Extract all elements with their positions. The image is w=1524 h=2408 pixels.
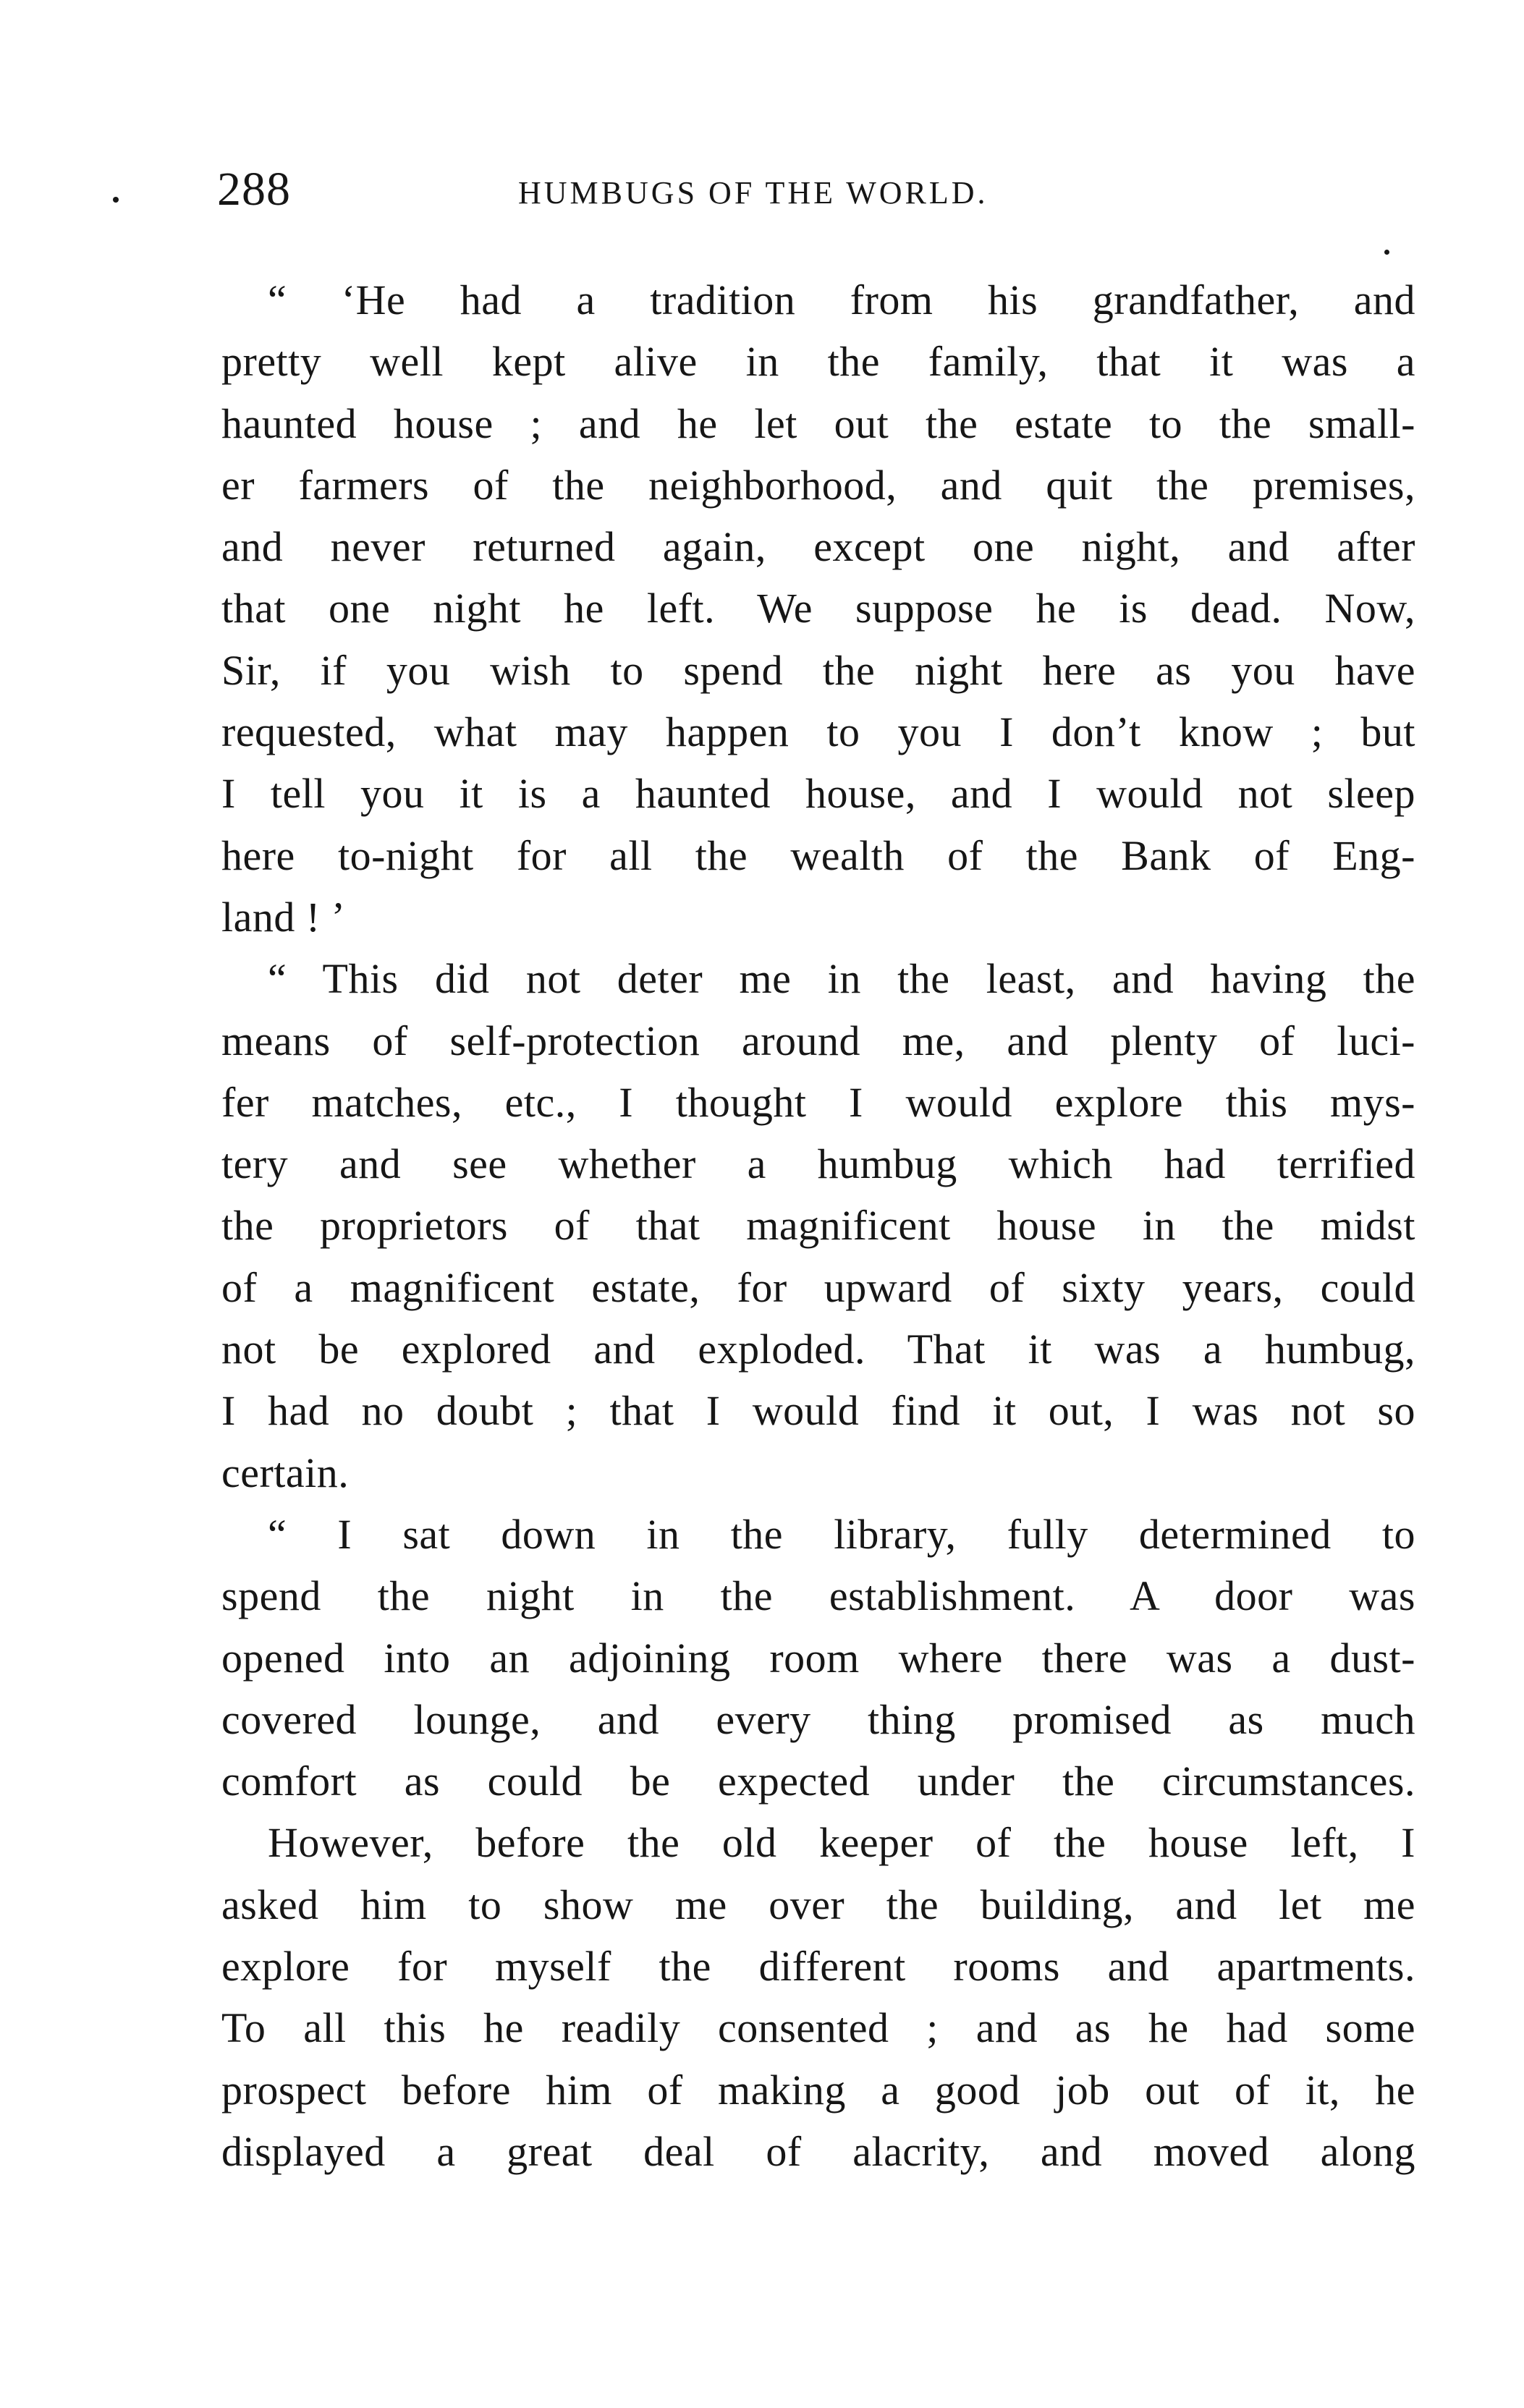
- text-line: However, before the old keeper of the house left, I: [268, 1819, 1415, 1867]
- body-text: [221, 269, 1415, 2182]
- text-line: prospect before him of making a good job out of it, he: [221, 2066, 1415, 2114]
- text-line: land ! ’: [221, 893, 346, 941]
- text-line: displayed a great deal of alacrity, and moved along: [221, 2127, 1415, 2175]
- text-line: asked him to show me over the building, and let me: [221, 1881, 1415, 1928]
- text-line: pretty well kept alive in the family, that it was a: [221, 338, 1415, 386]
- stray-ink-dot: [113, 197, 119, 203]
- text-line: comfort as could be expected under the circumstances.: [221, 1758, 1415, 1805]
- text-line: and never returned again, except one night, and after: [221, 523, 1415, 571]
- running-head: [217, 161, 1411, 219]
- text-line: haunted house ; and he let out the estate to the small-: [221, 399, 1415, 447]
- text-line: spend the night in the establishment. A door was: [221, 1572, 1415, 1620]
- text-line: opened into an adjoining room where there was a dust-: [221, 1634, 1415, 1682]
- text-line: requested, what may happen to you I don’t know ; but: [221, 708, 1415, 756]
- text-line: To all this he readily consented ; and as he had some: [221, 2004, 1415, 2052]
- stray-ink-dot: [1384, 250, 1389, 255]
- text-line: certain.: [221, 1449, 350, 1496]
- text-line: I tell you it is a haunted house, and I would not sleep: [221, 770, 1415, 818]
- text-line: Sir, if you wish to spend the night here as you have: [221, 646, 1415, 694]
- page-number: 288: [217, 163, 291, 216]
- text-line: I had no doubt ; that I would find it out, I was not so: [221, 1387, 1415, 1435]
- text-line: “ This did not deter me in the least, and having the: [268, 955, 1415, 1003]
- text-line: explore for myself the different rooms and apartments.: [221, 1943, 1415, 1991]
- text-line: that one night he left. We suppose he is dead. Now,: [221, 585, 1415, 632]
- text-line: the proprietors of that magnificent house in the midst: [221, 1202, 1415, 1250]
- text-line: tery and see whether a humbug which had terrified: [221, 1140, 1415, 1188]
- text-line: “ I sat down in the library, fully determined to: [268, 1510, 1415, 1558]
- running-title: HUMBUGS OF THE WORLD.: [518, 175, 989, 211]
- text-line: here to-night for all the wealth of the Bank of Eng-: [221, 831, 1415, 879]
- text-line: “ ‘He had a tradition from his grandfather, and: [268, 276, 1415, 323]
- text-line: fer matches, etc., I thought I would explore this mys-: [221, 1078, 1415, 1126]
- text-line: means of self-protection around me, and plenty of luci-: [221, 1017, 1415, 1064]
- text-line: not be explored and exploded. That it was a humbug,: [221, 1326, 1415, 1373]
- text-line: of a magnificent estate, for upward of sixty years, could: [221, 1263, 1415, 1311]
- text-line: er farmers of the neighborhood, and quit the premises,: [221, 461, 1415, 509]
- text-line: covered lounge, and every thing promised as much: [221, 1695, 1415, 1743]
